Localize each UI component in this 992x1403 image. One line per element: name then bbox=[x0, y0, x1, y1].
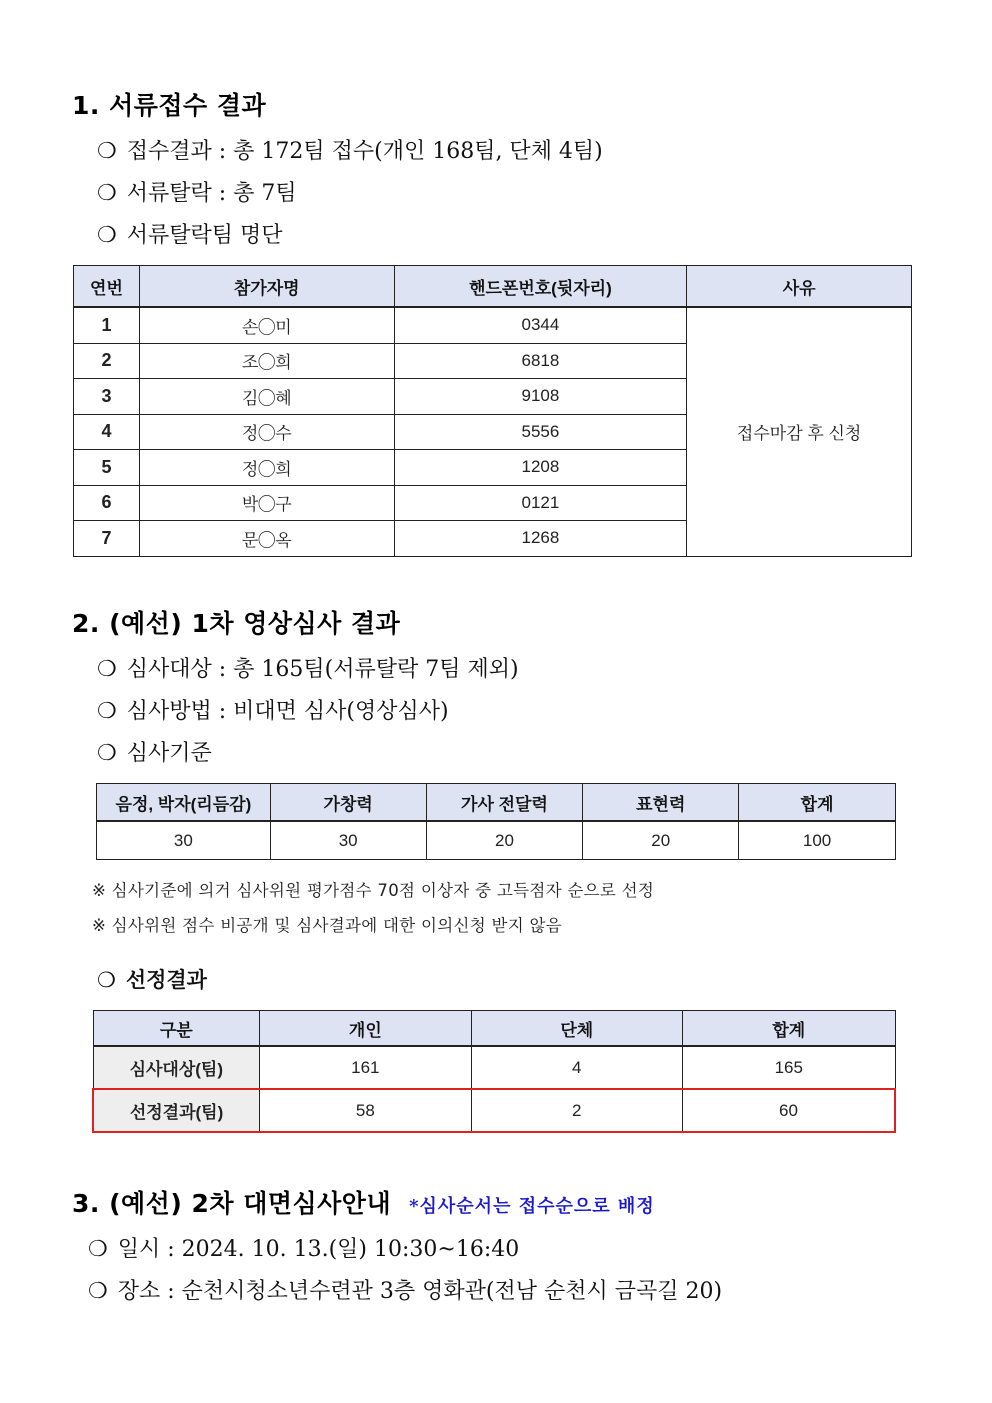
cell-total: 60 bbox=[683, 1089, 896, 1132]
col-header-name: 참가자명 bbox=[139, 266, 394, 308]
col-header-total: 합계 bbox=[739, 784, 896, 822]
bullet-text: 접수결과 : 총 172팀 접수(개인 168팀, 단체 4팀) bbox=[126, 139, 603, 164]
bullet-circle-icon: ❍ bbox=[88, 1279, 108, 1304]
bullet-text: 심사기준 bbox=[126, 741, 212, 766]
row-label: 심사대상(팀) bbox=[93, 1046, 260, 1089]
cell-value: 30 bbox=[97, 821, 271, 860]
cell-individual: 58 bbox=[260, 1089, 471, 1132]
cell-reason: 접수마감 후 신청 bbox=[687, 307, 912, 556]
bullet-schedule bbox=[88, 1232, 519, 1263]
cell-phone: 1208 bbox=[394, 450, 687, 486]
section-3-note: *심사순서는 접수순으로 배정 bbox=[409, 1196, 655, 1217]
cell-name: 정◯수 bbox=[139, 414, 394, 450]
bullet-circle-icon: ❍ bbox=[97, 223, 117, 248]
cell-value: 20 bbox=[426, 821, 583, 860]
section-1-title: 1. 서류접수 결과 bbox=[72, 91, 267, 120]
bullet-circle-icon: ❍ bbox=[97, 139, 117, 164]
table-header-row bbox=[74, 266, 912, 308]
cell-individual: 161 bbox=[260, 1046, 471, 1089]
cell-no: 5 bbox=[74, 450, 140, 486]
cell-phone: 5556 bbox=[394, 414, 687, 450]
bullet-text: 심사대상 : 총 165팀(서류탈락 7팀 제외) bbox=[126, 657, 519, 682]
highlighted-table-row bbox=[93, 1089, 895, 1132]
bullet-text: 서류탈락 : 총 7팀 bbox=[126, 181, 297, 206]
cell-value: 100 bbox=[739, 821, 896, 860]
bullet-receipt-result bbox=[97, 134, 603, 165]
selection-result-heading bbox=[97, 964, 207, 994]
bullet-circle-icon: ❍ bbox=[97, 181, 117, 206]
cell-no: 6 bbox=[74, 485, 140, 521]
table-row bbox=[97, 821, 896, 860]
cell-phone: 6818 bbox=[394, 343, 687, 379]
row-label: 선정결과(팀) bbox=[93, 1089, 260, 1132]
bullet-text: 심사방법 : 비대면 심사(영상심사) bbox=[126, 699, 449, 724]
col-header-phone: 핸드폰번호(뒷자리) bbox=[394, 266, 687, 308]
cell-phone: 9108 bbox=[394, 379, 687, 415]
cell-phone: 0121 bbox=[394, 485, 687, 521]
col-header-no: 연번 bbox=[74, 266, 140, 308]
col-header-individual: 개인 bbox=[260, 1011, 471, 1047]
bullet-text: 장소 : 순천시청소년수련관 3층 영화관(전남 순천시 금곡길 20) bbox=[117, 1279, 723, 1304]
criteria-table bbox=[96, 783, 896, 860]
col-header-total: 합계 bbox=[683, 1011, 896, 1047]
cell-phone: 0344 bbox=[394, 307, 687, 343]
col-header-lyrics: 가사 전달력 bbox=[426, 784, 583, 822]
cell-no: 3 bbox=[74, 379, 140, 415]
col-header-pitch-rhythm: 음정, 박자(리듬감) bbox=[97, 784, 271, 822]
bullet-document-fail bbox=[97, 176, 297, 207]
col-header-expression: 표현력 bbox=[583, 784, 739, 822]
bullet-circle-icon: ❍ bbox=[97, 968, 116, 992]
col-header-singing: 가창력 bbox=[270, 784, 426, 822]
cell-value: 30 bbox=[270, 821, 426, 860]
cell-name: 조◯희 bbox=[139, 343, 394, 379]
section-2-title: 2. (예선) 1차 영상심사 결과 bbox=[72, 609, 401, 638]
footnote-no-appeal: ※ 심사위원 점수 비공개 및 심사결과에 대한 이의신청 받지 않음 bbox=[92, 916, 563, 935]
section-3-title-text: 3. (예선) 2차 대면심사안내 bbox=[72, 1189, 392, 1218]
bullet-circle-icon: ❍ bbox=[97, 741, 117, 766]
bullet-venue bbox=[88, 1274, 722, 1305]
bullet-circle-icon: ❍ bbox=[97, 699, 117, 724]
col-header-group: 단체 bbox=[471, 1011, 682, 1047]
table-header-row bbox=[93, 1011, 895, 1047]
fail-list-table bbox=[73, 265, 912, 557]
cell-name: 박◯구 bbox=[139, 485, 394, 521]
selection-result-table bbox=[92, 1010, 896, 1133]
table-row bbox=[93, 1046, 895, 1089]
col-header-category: 구분 bbox=[93, 1011, 260, 1047]
bullet-review-method bbox=[97, 694, 449, 725]
bullet-circle-icon: ❍ bbox=[97, 657, 117, 682]
bullet-review-criteria bbox=[97, 736, 212, 767]
cell-group: 2 bbox=[471, 1089, 682, 1132]
cell-no: 7 bbox=[74, 521, 140, 557]
bullet-fail-list bbox=[97, 218, 283, 249]
col-header-reason: 사유 bbox=[687, 266, 912, 308]
cell-name: 손◯미 bbox=[139, 307, 394, 343]
bullet-text: 일시 : 2024. 10. 13.(일) 10:30~16:40 bbox=[117, 1237, 520, 1262]
table-header-row bbox=[97, 784, 896, 822]
cell-phone: 1268 bbox=[394, 521, 687, 557]
bullet-circle-icon: ❍ bbox=[88, 1237, 108, 1262]
table-row bbox=[74, 307, 912, 343]
bullet-text: 서류탈락팀 명단 bbox=[126, 223, 283, 248]
cell-total: 165 bbox=[683, 1046, 896, 1089]
cell-name: 김◯혜 bbox=[139, 379, 394, 415]
section-3-title bbox=[72, 1184, 655, 1220]
bullet-review-target bbox=[97, 652, 519, 683]
cell-no: 1 bbox=[74, 307, 140, 343]
cell-group: 4 bbox=[471, 1046, 682, 1089]
cell-name: 정◯희 bbox=[139, 450, 394, 486]
cell-no: 4 bbox=[74, 414, 140, 450]
cell-no: 2 bbox=[74, 343, 140, 379]
subhead-text: 선정결과 bbox=[125, 968, 207, 992]
footnote-criteria: ※ 심사기준에 의거 심사위원 평가점수 70점 이상자 중 고득점자 순으로 선정 bbox=[92, 881, 655, 900]
cell-name: 문◯옥 bbox=[139, 521, 394, 557]
cell-value: 20 bbox=[583, 821, 739, 860]
